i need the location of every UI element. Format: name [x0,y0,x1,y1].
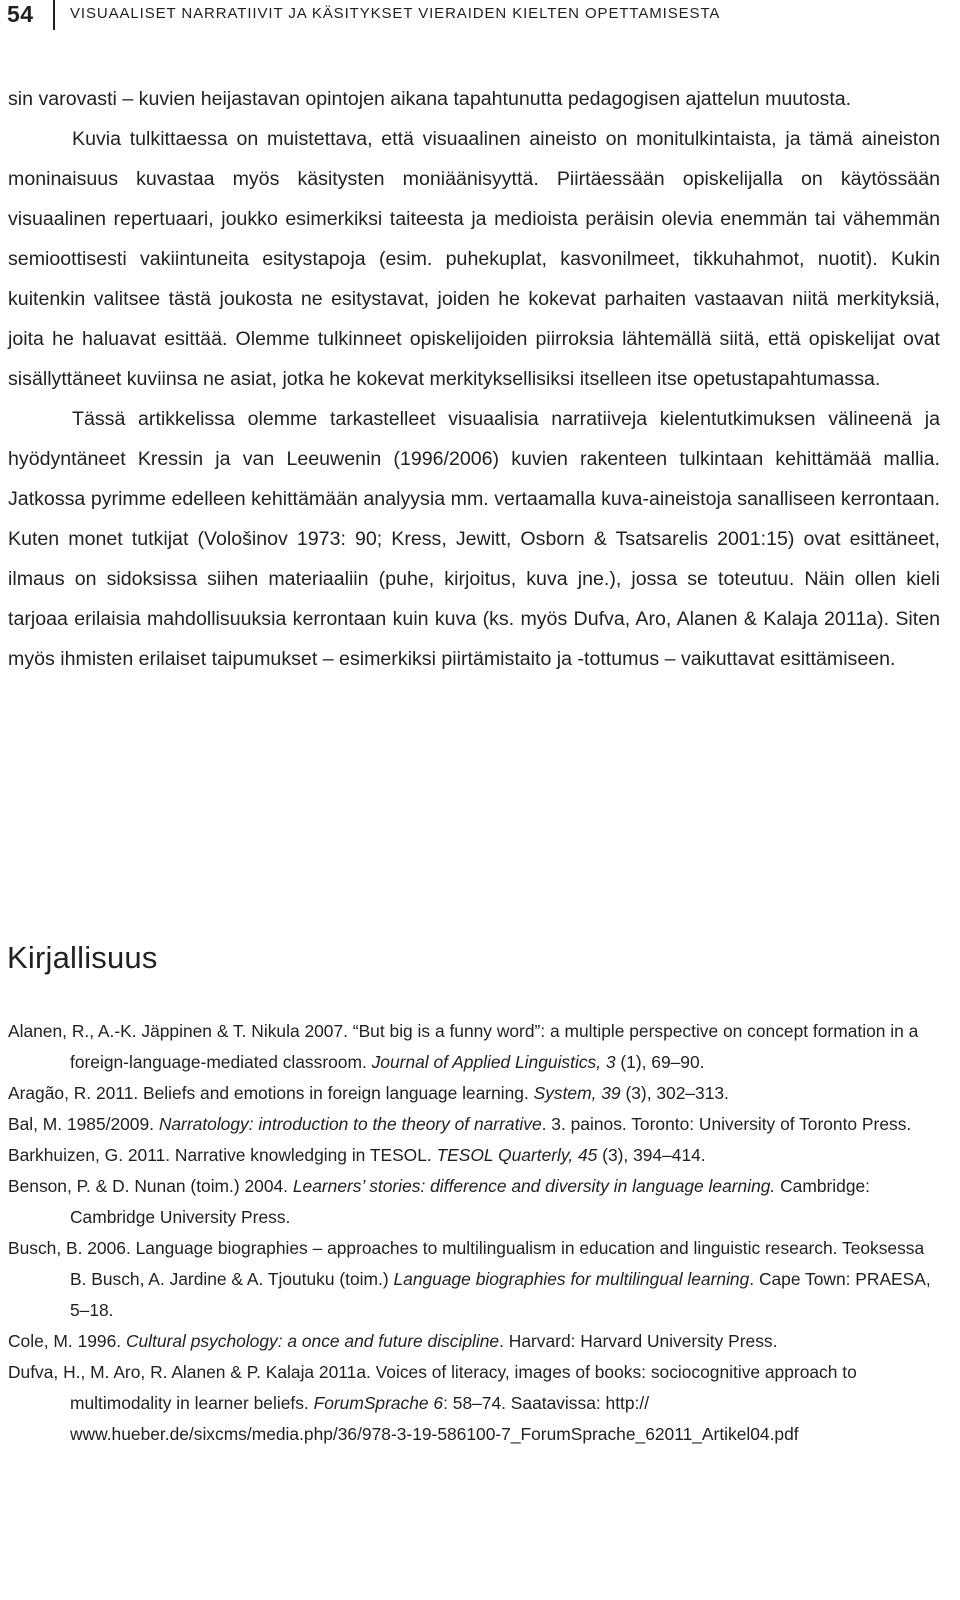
reference-entry [8,1233,943,1326]
reference-entry [8,1357,943,1450]
reference-text: Bal, M. 1985/2009. [8,1114,159,1134]
references-heading: Kirjallisuus [7,940,158,975]
reference-source: Cultural psychology: a once and future discipline [125,1331,500,1351]
reference-text: Barkhuizen, G. 2011. Narrative knowledging in TESOL. [8,1145,437,1165]
reference-text: . 3. painos. Toronto: University of Toronto Press. [541,1114,912,1134]
reference-text: (3), 394–414. [597,1145,706,1165]
reference-text: . Cape Town: PRAESA, 5–18. [70,1269,931,1320]
reference-text: Aragão, R. 2011. Beliefs and emotions in foreign language learning. [8,1083,534,1103]
reference-source: Language biographies for multilingual learning [393,1269,750,1289]
reference-source: ForumSprache 6 [313,1393,444,1413]
reference-text: Dufva, H., M. Aro, R. Alanen & P. Kalaja 2011a. Voices of literacy, images of books: sociocognitive approach to multimodality in learner beliefs. [8,1362,857,1413]
reference-text: (3), 302–313. [620,1083,729,1103]
reference-text: . Harvard: Harvard University Press. [499,1331,778,1351]
reference-text: Cole, M. 1996. [8,1331,126,1351]
reference-source: TESOL Quarterly, 45 [436,1145,598,1165]
reference-entry [8,1078,943,1109]
page-header [0,0,960,30]
reference-text: Benson, P. & D. Nunan (toim.) 2004. [8,1176,293,1196]
reference-text: Busch, B. 2006. Language biographies – approaches to multilingualism in education and linguistic research. Teoksessa B. Busch, A. Jardine & A. Tjoutuku (toim.) [8,1238,925,1289]
paragraph: Kuvia tulkittaessa on muistettava, että visuaalinen aineisto on monitulkintaista, ja tämä aineiston moninaisuus kuvastaa myös käsitysten moniäänisyyttä. Piirtäessään opiskelijalla on käytössään visuaalinen repertuaari, joukko esimerkiksi taiteesta ja medioista peräisin olevia enemmän tai vähemmän semioottisesti vakiintuneita esitystapoja (esim. puhekuplat, kasvonilmeet, tikkuhahmot, nuotit). Kukin kuitenkin valitsee tästä joukosta ne esitystavat, joiden he kokevat parhaiten vastaavan niitä merkityksiä, joita he haluavat esittää. Olemme tulkinneet opiskelijoiden piirroksia lähtemällä siitä, että opiskelijat ovat sisällyttäneet kuviinsa ne asiat, jotka he kokevat merkityksellisiksi itselleen itse opetustapahtumassa. [8,128,940,390]
reference-text: Alanen, R., A.-K. Jäppinen & T. Nikula 2007. “But big is a funny word”: a multiple perspective on concept formation in a foreign-language-mediated classroom. [8,1021,919,1072]
reference-list [8,1016,943,1450]
reference-source: Learners’ stories: difference and diversity in language learning. [292,1176,776,1196]
body-text [8,79,940,679]
reference-entry [8,1326,943,1357]
paragraph: Tässä artikkelissa olemme tarkastelleet visuaalisia narratiiveja kielentutkimuksen välineenä ja hyödyntäneet Kressin ja van Leeuwenin (1996/2006) kuvien rakenteen tulkintaan kehittämää mallia. Jatkossa pyrimme edelleen kehittämään analyysia mm. vertaamalla kuva-aineistoja sanalliseen kerrontaan. Kuten monet tutkijat (Vološinov 1973: 90; Kress, Jewitt, Osborn & Tsatsarelis 2001:15) ovat esittäneet, ilmaus on sidoksissa siihen materiaaliin (puhe, kirjoitus, kuva jne.), jossa se toteutuu. Näin ollen kieli tarjoaa erilaisia mahdollisuuksia kerrontaan kuin kuva (ks. myös Dufva, Aro, Alanen & Kalaja 2011a). Siten myös ihmisten erilaiset taipumukset – esimerkiksi piirtämistaito ja -tottumus – vaikuttavat esittämiseen. [8,408,940,670]
reference-source: Journal of Applied Linguistics, 3 [371,1052,616,1072]
reference-source: System, 39 [533,1083,621,1103]
reference-entry [8,1171,943,1233]
reference-text: Cambridge: Cambridge University Press. [70,1176,870,1227]
paragraph-continued: sin varovasti – kuvien heijastavan opintojen aikana tapahtunutta pedagogisen ajattelun muutosta. [8,88,852,110]
reference-text: (1), 69–90. [615,1052,705,1072]
header-divider [53,0,55,30]
reference-source: Narratology: introduction to the theory of narrative [158,1114,542,1134]
reference-entry [8,1109,943,1140]
reference-text: : 58–74. Saatavissa: http://​www.hueber.de/sixcms/media.php/36/978-3-19-586100-7_ForumSprache_62011_​Artikel04.pdf [70,1393,799,1444]
reference-entry [8,1140,943,1171]
page-number: 54 [7,1,34,27]
reference-entry [8,1016,943,1078]
running-title: VISUAALISET NARRATIIVIT JA KÄSITYKSET VIERAIDEN KIELTEN OPETTAMISESTA [70,5,721,22]
